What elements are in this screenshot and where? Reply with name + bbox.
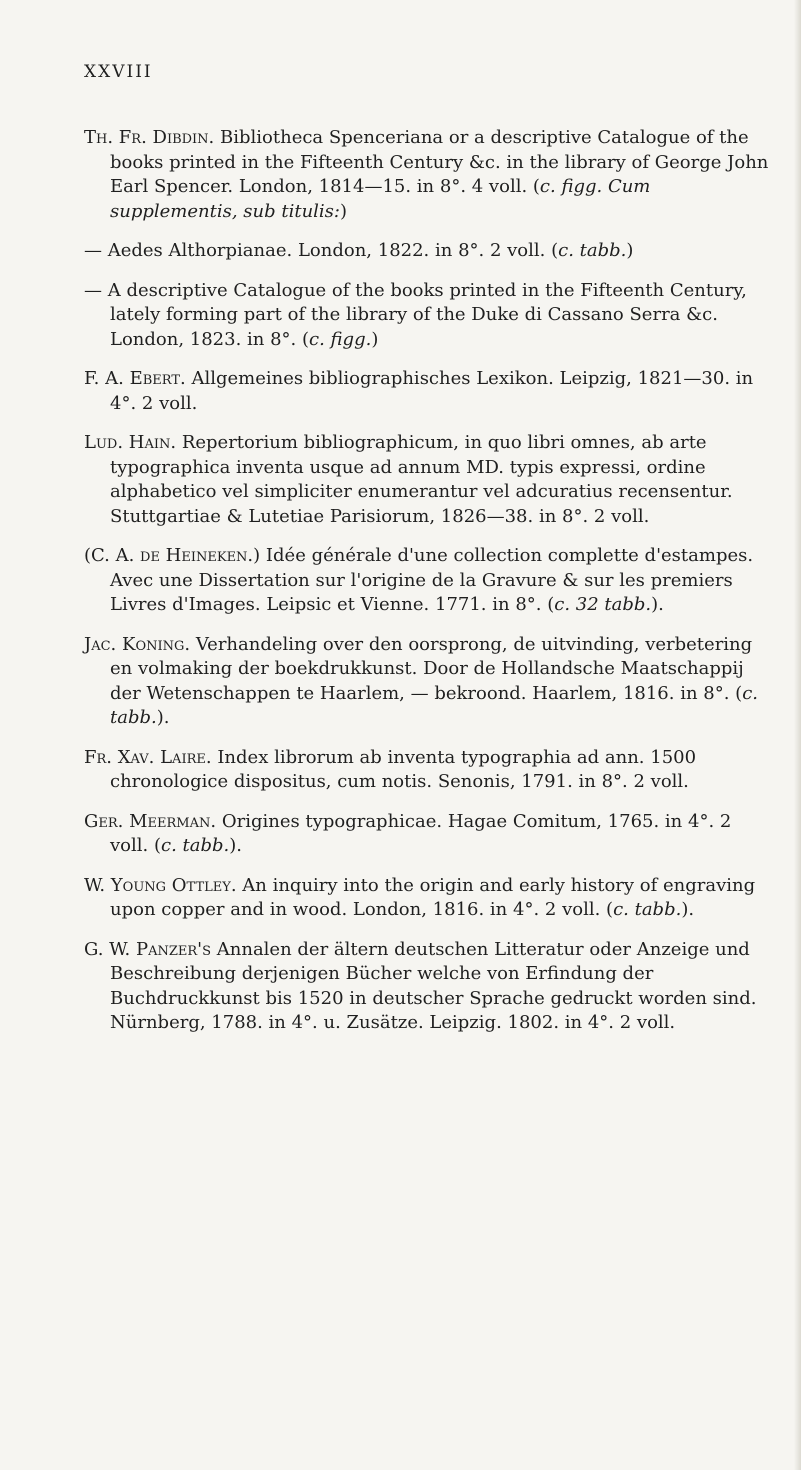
entry-italic-note: c. figg. Cum supplementis, sub titulis: — [110, 176, 651, 222]
entry-text: Aedes Althorpianae. London, 1822. in 8°. 2 voll. ( — [102, 240, 559, 261]
entry-text: An inquiry into the origin and early history of engraving upon copper and in wood. London, 1816. in 4°. 2 voll. ( — [110, 874, 756, 920]
entry-author: Lud. Hain. — [84, 432, 177, 453]
entry-tail: ) — [371, 328, 379, 350]
entry-italic-note: c. tabb. — [161, 835, 230, 856]
bibliography-entry — [84, 367, 774, 416]
entry-tail: ). — [229, 835, 243, 856]
entry-author: F. A. Ebert. — [84, 368, 186, 389]
entry-text: Idée générale d'une collection complette d'estampes. Avec une Dissertation sur l'origine de la Gravure & sur les premiers Livres d'Images. Leipsic et Vienne. 1771. in 8°. ( — [110, 545, 754, 615]
entry-tail: ) — [626, 240, 634, 261]
entry-text: Verhandeling over den oorsprong, de uitvinding, verbetering en volmaking der boekdrukkunst. Door de Hollandsche Maatschappij der Wetenschappen te Haarlem, — bekroond. Haarlem, 1816. in 8°. ( — [110, 633, 753, 704]
entry-author: Ger. Meerman. — [84, 810, 217, 832]
entry-italic-note: c. tabb. — [558, 240, 627, 261]
bibliography-entry — [84, 431, 774, 529]
entry-text: A descriptive Catalogue of the books printed in the Fifteenth Century, lately forming part of the library of the Duke di Cassano Serra &c. London, 1823. in 8°. ( — [102, 279, 747, 350]
entry-text: Allgemeines bibliographisches Lexikon. Leipzig, 1821—30. in 4°. 2 voll. — [110, 368, 754, 414]
entry-author: W. Young Ottley. — [84, 874, 237, 896]
entry-author: Jac. Koning. — [84, 633, 191, 655]
entry-text: Index librorum ab inventa typographia ad ann. 1500 chronologice dispositus, cum notis. Senonis, 1791. in 8°. 2 voll. — [110, 746, 697, 792]
entry-italic-note: c. tabb. — [110, 682, 758, 728]
bibliography-entry — [84, 239, 774, 264]
entry-author: — — [84, 279, 102, 301]
entry-author: Fr. Xav. Laire. — [84, 746, 212, 768]
entry-tail: ) — [339, 200, 348, 222]
entry-text: Origines typographicae. Hagae Comitum, 1765. in 4°. 2 voll. ( — [110, 810, 732, 856]
entry-italic-note: c. tabb. — [613, 899, 682, 920]
bibliography-entry — [84, 938, 774, 1036]
entry-italic-note: c. 32 tabb. — [554, 594, 652, 615]
bibliography-entry — [84, 746, 774, 795]
entry-text: Bibliotheca Spenceriana or a descriptive Catalogue of the books printed in the Fifteenth Century &c. in the library of George John Earl Spencer. London, 1814—15. in 8°. 4 voll. ( — [110, 127, 769, 197]
entry-text: Annalen der ältern deutschen Litteratur oder Anzeige und Beschreibung derjenigen Bücher welche von Erfindung der Buchdruckkunst bis 1520 in deutscher Sprache gedruckt worden sind. Nürnberg, 1788. in 4°. u. Zusätze. Leipzig. 1802. in 4°. 2 voll. — [110, 938, 757, 1033]
bibliography-entry — [84, 874, 774, 923]
bibliography-list — [84, 126, 774, 1051]
entry-tail: ). — [156, 707, 170, 728]
entry-italic-note: c. figg. — [309, 328, 372, 350]
bibliography-entry — [84, 126, 774, 224]
page-edge-shadow — [794, 0, 801, 1470]
entry-text: Repertorium bibliographicum, in quo libri omnes, ab arte typographica inventa usque ad annum MD. typis expressi, ordine alphabetico vel simpliciter enumerantur vel adcuratius recensentur. Stuttgartiae & Lutetiae Parisiorum, 1826—38. in 8°. 2 voll. — [110, 432, 733, 527]
page-number: XXVIII — [84, 62, 153, 82]
bibliography-entry — [84, 810, 774, 859]
bibliography-entry — [84, 279, 774, 353]
entry-author: Th. Fr. Dibdin. — [84, 127, 215, 148]
entry-author: — — [84, 240, 102, 261]
entry-author: (C. A. de Heineken.) — [84, 545, 261, 566]
bibliography-entry — [84, 633, 774, 731]
entry-tail: ). — [651, 594, 664, 615]
bibliography-entry — [84, 544, 774, 618]
entry-author: G. W. Panzer's — [84, 938, 212, 960]
entry-tail: ). — [681, 899, 695, 920]
